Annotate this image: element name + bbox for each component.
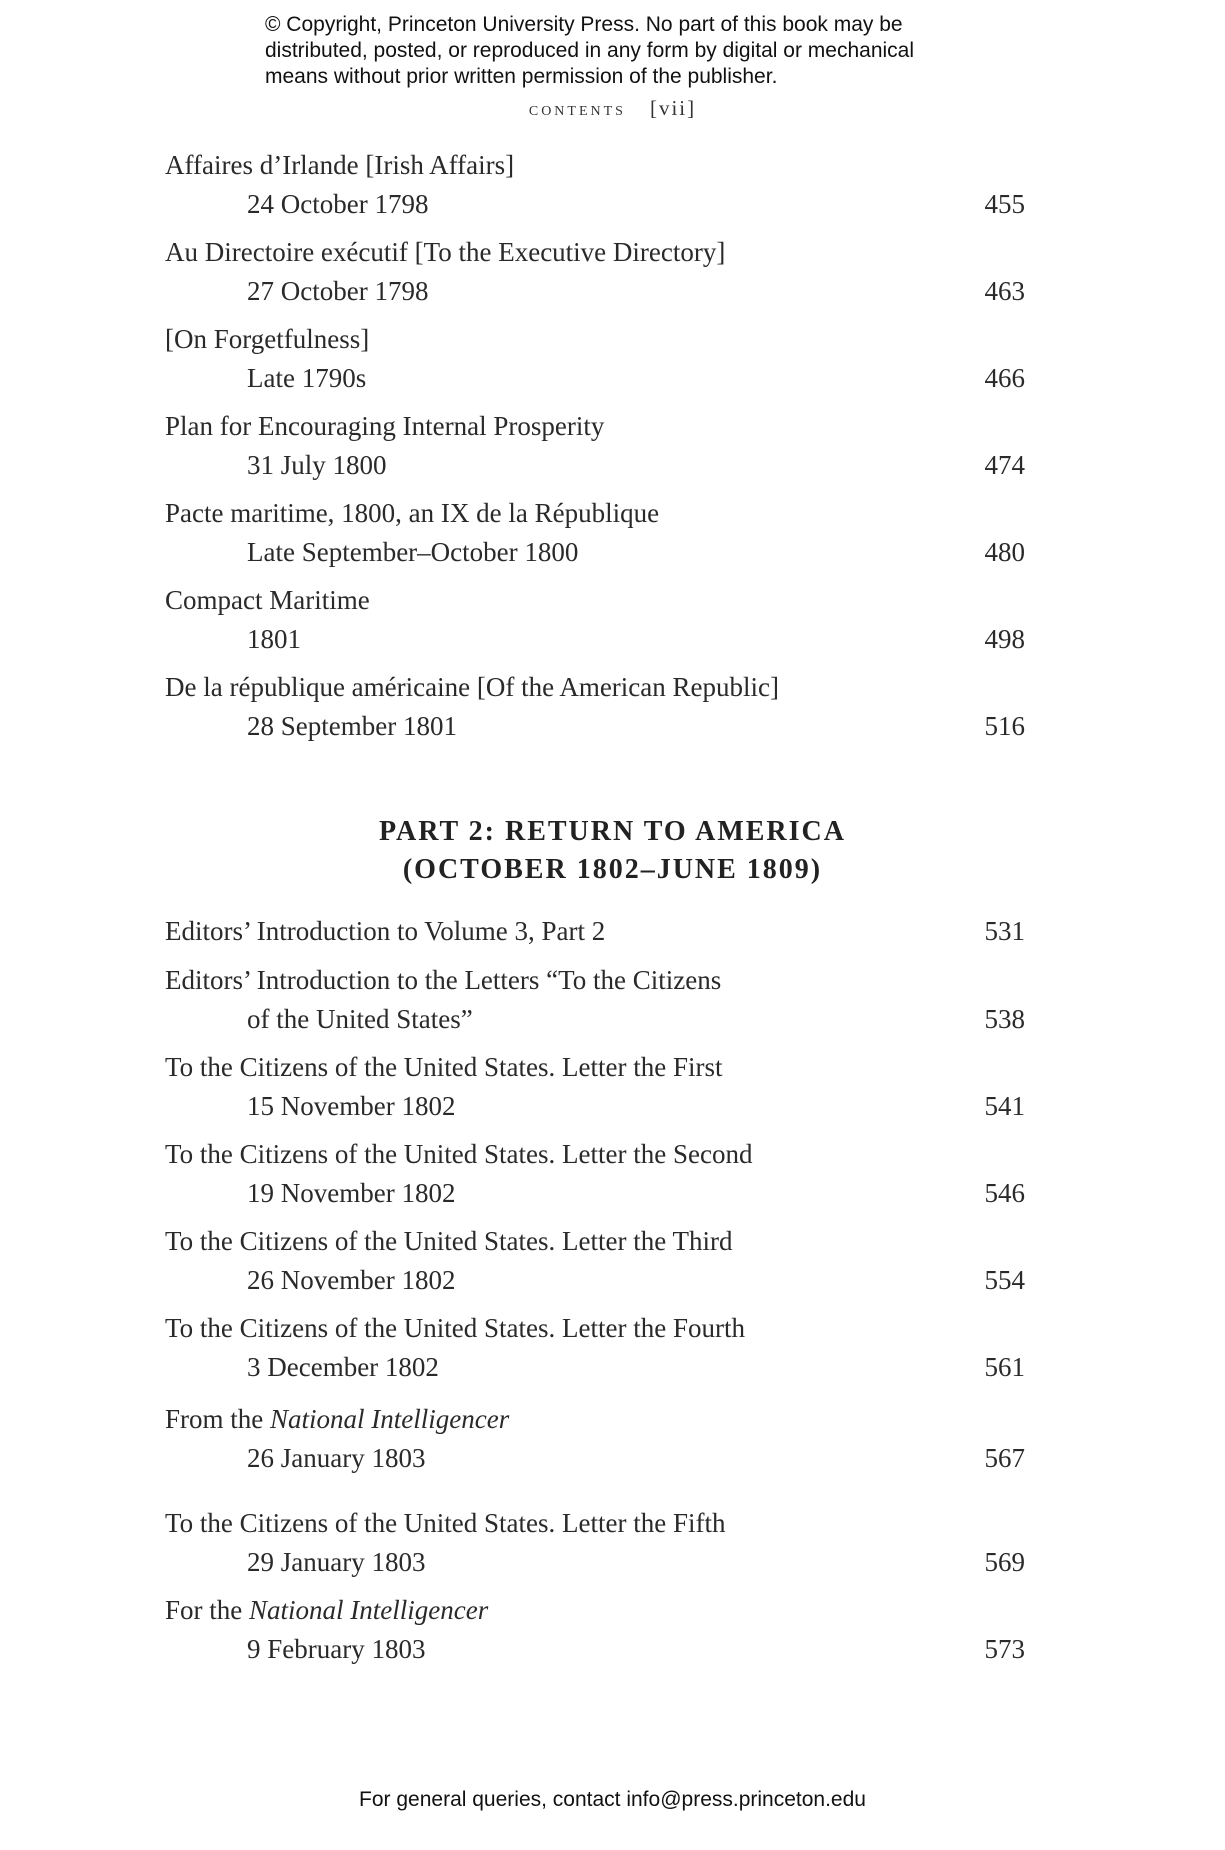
- toc-entry-page: 466: [984, 363, 1025, 393]
- toc-entry-page: 538: [984, 1004, 1025, 1034]
- toc-entry-page: 498: [984, 624, 1025, 654]
- toc-entry-date: 19 November 1802: [247, 1178, 456, 1208]
- toc-entry-title-prefix: For the: [165, 1595, 249, 1625]
- running-head-label: contents: [528, 98, 626, 120]
- toc-entry: [165, 1400, 1025, 1478]
- part-heading-dates: (OCTOBER 1802–JUNE 1809): [402, 854, 823, 885]
- toc-entry: [165, 1222, 1025, 1300]
- toc-entry: [165, 1135, 1025, 1213]
- toc-entry-title-prefix: From the: [165, 1404, 270, 1434]
- toc-entry-date: 27 October 1798: [247, 276, 429, 306]
- copyright-line: distributed, posted, or reproduced in any form by digital or mechanical: [265, 39, 915, 62]
- toc-entry-title: Compact Maritime: [165, 585, 370, 615]
- toc-entry-title: To the Citizens of the United States. Letter the Fourth: [165, 1313, 745, 1343]
- footer-contact: For general queries, contact info@press.princeton.edu: [359, 1788, 866, 1811]
- toc-entry: [165, 1591, 1025, 1669]
- toc-entry: [165, 320, 1025, 398]
- toc-entry-title: Au Directoire exécutif [To the Executive Directory]: [165, 237, 726, 267]
- toc-entry: [165, 1504, 1025, 1582]
- copyright-line: means without prior written permission of the publisher.: [265, 65, 778, 88]
- part-heading-title: PART 2: RETURN TO AMERICA: [379, 816, 846, 847]
- toc-entry-page: 463: [984, 276, 1025, 306]
- toc-entry-date: 15 November 1802: [247, 1091, 456, 1121]
- toc-entry-page: 573: [984, 1634, 1025, 1664]
- toc-entry-date: 29 January 1803: [247, 1547, 426, 1577]
- periodical-title: National Intelligencer: [270, 1404, 510, 1434]
- toc-entry: [165, 146, 1025, 224]
- toc-entry-page: 567: [984, 1443, 1025, 1473]
- copyright-notice: [265, 12, 985, 90]
- toc-entry-date: 31 July 1800: [247, 450, 387, 480]
- toc-entry-title: To the Citizens of the United States. Letter the Third: [165, 1226, 733, 1256]
- toc-entry-page: 569: [984, 1547, 1025, 1577]
- toc-entry-title: Pacte maritime, 1800, an IX de la République: [165, 498, 660, 528]
- toc-entry-date: 26 January 1803: [247, 1443, 426, 1473]
- toc-entry: [165, 233, 1025, 311]
- toc-entry-page: 554: [984, 1265, 1025, 1295]
- page-folio: [vii]: [649, 96, 697, 120]
- toc-entry: [165, 494, 1025, 572]
- toc-entry-title: [165, 1591, 1025, 1630]
- toc-entry: [165, 912, 1025, 951]
- toc-entry-title: [165, 1400, 1025, 1439]
- toc-entry-title: To the Citizens of the United States. Letter the Fifth: [165, 1508, 726, 1538]
- toc-entry-date: 9 February 1803: [247, 1634, 426, 1664]
- toc-entry-date: Late September–October 1800: [247, 537, 579, 567]
- toc-entry: [165, 581, 1025, 659]
- copyright-line: © Copyright, Princeton University Press. No part of this book may be: [265, 13, 903, 36]
- toc-entry-title: Editors’ Introduction to Volume 3, Part 2: [165, 916, 606, 946]
- toc-entry: [165, 1048, 1025, 1126]
- toc-entry: [165, 961, 1025, 1039]
- toc-entry-page: 480: [984, 537, 1025, 567]
- toc-entry-date: Late 1790s: [247, 363, 367, 393]
- toc-entry-title: [On Forgetfulness]: [165, 324, 370, 354]
- toc-entry: [165, 1309, 1025, 1387]
- toc-entry-page: 474: [984, 450, 1025, 480]
- toc-entry-title: De la république américaine [Of the American Republic]: [165, 672, 779, 702]
- toc-entry-date: 28 September 1801: [247, 711, 457, 741]
- periodical-title: National Intelligencer: [249, 1595, 489, 1625]
- toc-entry-page: 531: [984, 916, 1025, 946]
- toc-entry-date: 1801: [247, 624, 301, 654]
- toc-entry-date: 24 October 1798: [247, 189, 429, 219]
- toc-entry-title: Editors’ Introduction to the Letters “To the Citizens: [165, 965, 722, 995]
- running-head: [0, 96, 1225, 121]
- toc-entry-page: 455: [984, 189, 1025, 219]
- toc-entry: [165, 668, 1025, 746]
- toc-entry-title: To the Citizens of the United States. Letter the Second: [165, 1139, 753, 1169]
- toc-entry-date: 26 November 1802: [247, 1265, 456, 1295]
- toc-entry-page: 561: [984, 1352, 1025, 1382]
- toc-entry-page: 516: [984, 711, 1025, 741]
- toc-entry: [165, 407, 1025, 485]
- toc-entry-title-continued: of the United States”: [247, 1004, 473, 1034]
- toc-entry-page: 546: [984, 1178, 1025, 1208]
- toc-entry-title: Affaires d’Irlande [Irish Affairs]: [165, 150, 515, 180]
- toc-entry-page: 541: [984, 1091, 1025, 1121]
- toc-entry-title: Plan for Encouraging Internal Prosperity: [165, 411, 605, 441]
- toc-entry-date: 3 December 1802: [247, 1352, 439, 1382]
- part-heading: [0, 813, 1225, 889]
- toc-entry-title: To the Citizens of the United States. Letter the First: [165, 1052, 723, 1082]
